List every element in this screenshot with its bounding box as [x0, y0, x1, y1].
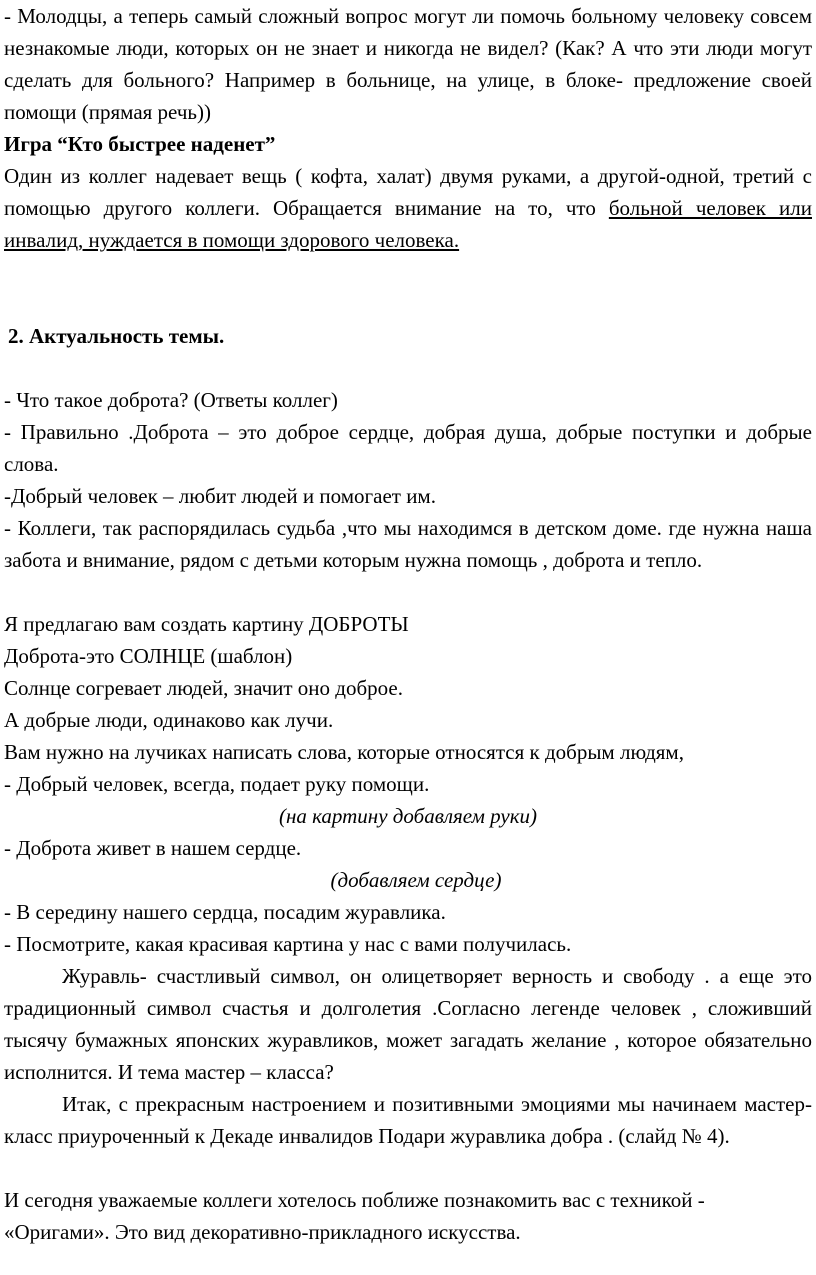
- note-add-hands: (на картину добавляем руки): [278, 804, 538, 828]
- game-text: Один из коллег надевает вещь ( кофта, халат) двумя руками, а другой-одной, третий с помощью другого коллеги. Обращается внимание на то, что: [4, 164, 812, 220]
- line-what-is-kindness: - Что такое доброта? (Ответы коллег): [4, 388, 338, 412]
- paragraph-origami: И сегодня уважаемые коллеги хотелось поближе познакомить вас с техникой - «Оригами». Это вид декоративно-прикладного искусства.: [4, 1188, 705, 1244]
- paragraph-master-class: Итак, с прекрасным настроением и позитивными эмоциями мы начинаем мастер-класс приуроченный к Декаде инвалидов Подари журавлика добра . (слайд № 4).: [4, 1092, 812, 1148]
- note-add-heart: (добавляем сердце): [330, 868, 502, 892]
- line-kind-people-rays: А добрые люди, одинаково как лучи.: [4, 708, 334, 732]
- paragraph-game: [4, 160, 812, 256]
- line-crane-center: - В середину нашего сердца, посадим журавлика.: [4, 900, 446, 924]
- line-beautiful-picture: - Посмотрите, какая красивая картина у нас с вами получилась.: [4, 932, 572, 956]
- paragraph-kindness-definition: - Правильно .Доброта – это доброе сердце, добрая душа, добрые поступки и добрые слова.: [4, 420, 812, 476]
- section-heading-relevance: 2. Актуальность темы.: [8, 324, 225, 348]
- line-helping-hand: - Добрый человек, всегда, подает руку помощи.: [4, 772, 430, 796]
- paragraph-crane-symbol: Журавль- счастливый символ, он олицетворяет верность и свободу . а еще это традиционный символ счастья и долголетия .Согласно легенде человек , сложивший тысячу бумажных японских журавликов, может загадать желание , которое обязательно исполнится. И тема мастер – класса?: [4, 964, 812, 1084]
- line-kind-person: -Добрый человек – любит людей и помогает им.: [4, 484, 436, 508]
- line-kindness-in-heart: - Доброта живет в нашем сердце.: [4, 836, 302, 860]
- paragraph-colleagues: - Коллеги, так распорядилась судьба ,что мы находимся в детском доме. где нужна наша забота и внимание, рядом с детьми которым нужна помощь , доброта и тепло.: [4, 516, 812, 572]
- game-text-underlined: больной человек или инвалид, нуждается в помощи здорового человека.: [4, 196, 812, 252]
- line-offer-picture: Я предлагаю вам создать картину ДОБРОТЫ: [4, 612, 409, 636]
- game-heading: Игра “Кто быстрее наденет”: [4, 132, 276, 156]
- line-kindness-sun: Доброта-это СОЛНЦЕ (шаблон): [4, 644, 293, 668]
- line-write-on-rays: Вам нужно на лучиках написать слова, которые относятся к добрым людям,: [4, 740, 684, 764]
- line-sun-warms: Солнце согревает людей, значит оно доброе.: [4, 676, 403, 700]
- paragraph-question: - Молодцы, а теперь самый сложный вопрос могут ли помочь больному человеку совсем незнакомые люди, которых он не знает и никогда не видел? (Как? А что эти люди могут сделать для больного? Например в больнице, на улице, в блоке- предложение своей помощи (прямая речь)): [4, 4, 812, 124]
